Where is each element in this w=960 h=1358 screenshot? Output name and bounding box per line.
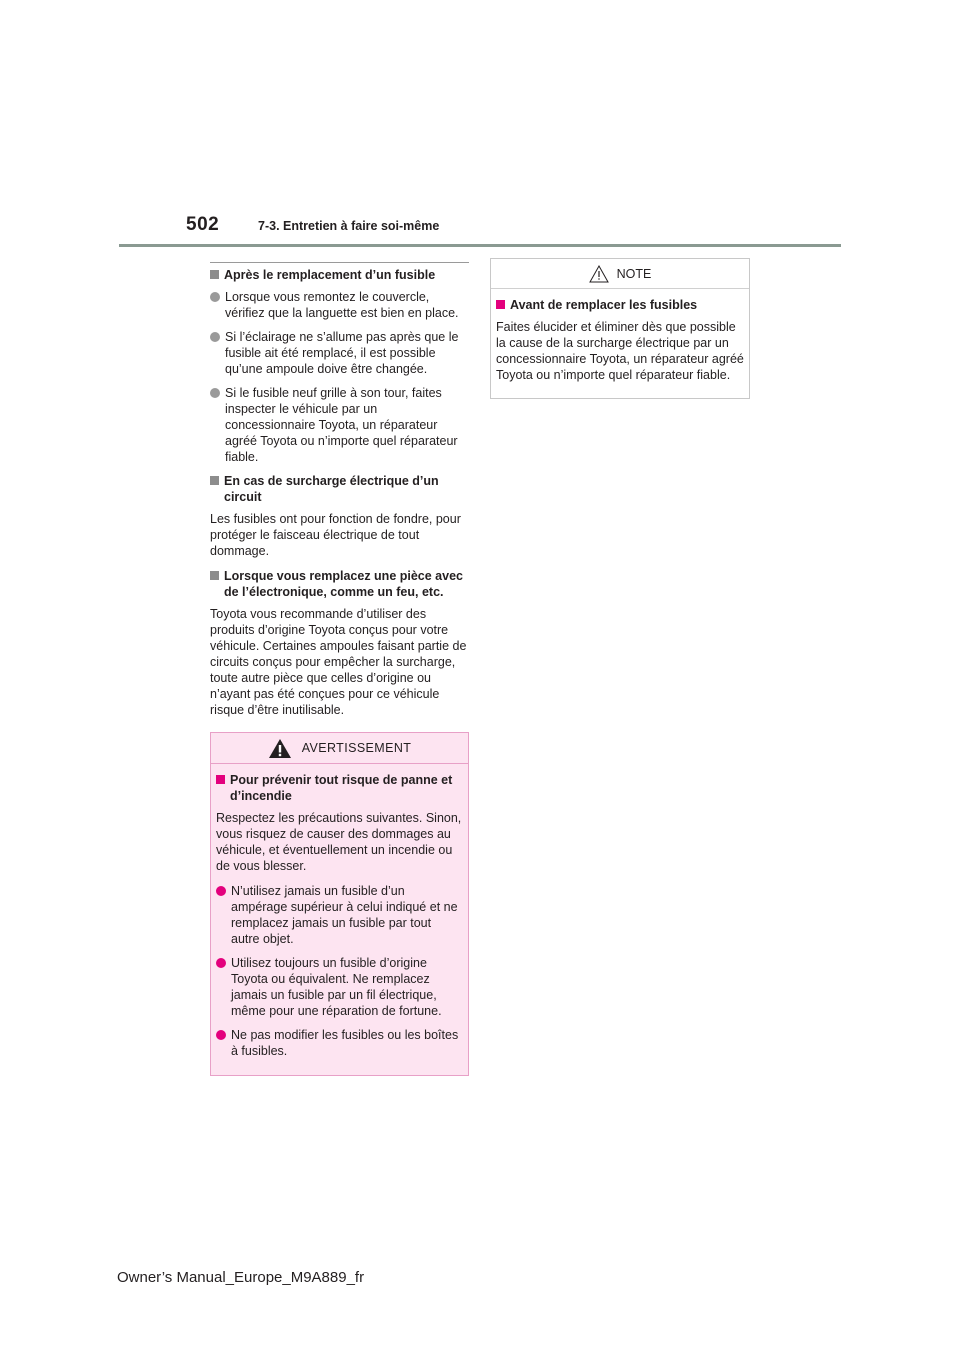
note-heading: Avant de remplacer les fusibles (496, 297, 744, 313)
square-bullet-icon (216, 775, 225, 784)
warning-header (211, 733, 468, 764)
section-title: 7-3. Entretien à faire soi-même (258, 219, 440, 233)
warning-triangle-icon (268, 738, 292, 759)
round-bullet-icon (216, 1030, 226, 1040)
section-heading-electrical-overload: En cas de surcharge électrique d’un circuit (210, 473, 469, 505)
section-divider (210, 262, 469, 263)
note-title: NOTE (616, 266, 652, 281)
footer-text: Owner’s Manual_Europe_M9A889_fr (117, 1269, 365, 1286)
note-text: Faites élucider et éliminer dès que possible la cause de la surcharge électrique par un concessionnaire Toyota, un réparateur agréé Toyota ou n’importe quel réparateur fiable. (496, 320, 744, 382)
warning-box (210, 732, 469, 1076)
round-bullet-icon (216, 958, 226, 968)
note-body (491, 289, 749, 383)
list-item: Si l’éclairage ne s’allume pas après que le fusible ait été remplacé, il est possible qu’une ampoule doive être changée. (210, 329, 469, 377)
caution-triangle-icon (589, 265, 609, 283)
list-item: Si le fusible neuf grille à son tour, faites inspecter le véhicule par un concessionnaire Toyota, un réparateur agréé Toyota ou n’importe quel réparateur fiable. (210, 385, 469, 465)
round-bullet-icon (216, 886, 226, 896)
square-bullet-icon (210, 476, 219, 485)
section-heading-after-replacement: Après le remplacement d’un fusible (210, 267, 469, 283)
list-item: N’utilisez jamais un fusible d’un ampérage supérieur à celui indiqué et ne remplacez jamais un fusible par tout autre objet. (216, 883, 463, 947)
square-bullet-icon (210, 270, 219, 279)
list-item: Lorsque vous remontez le couvercle, vérifiez que la languette est bien en place. (210, 289, 469, 321)
right-column (490, 258, 750, 399)
note-header (491, 259, 749, 289)
square-bullet-icon (496, 300, 505, 309)
round-bullet-icon (210, 388, 220, 398)
paragraph: Toyota vous recommande d’utiliser des produits d’origine Toyota conçus pour votre véhicule. Certaines ampoules faisant partie de circuits conçus pour empêcher la surcharge, toute autre pièce que celles d’origine ou n’ayant pas été conçues pour ce véhicule risque d’être inutilisable. (210, 607, 467, 717)
warning-body (211, 764, 468, 1059)
list-item: Utilisez toujours un fusible d’origine Toyota ou équivalent. Ne remplacez jamais un fusible par un fil électrique, même pour une réparation de fortune. (216, 955, 463, 1019)
round-bullet-icon (210, 292, 220, 302)
page-number: 502 (186, 214, 220, 235)
header-rule (119, 244, 841, 247)
square-bullet-icon (210, 571, 219, 580)
note-box (490, 258, 750, 399)
paragraph: Les fusibles ont pour fonction de fondre, pour protéger le faisceau électrique de tout dommage. (210, 512, 461, 558)
section-heading-electronic-part: Lorsque vous remplacez une pièce avec de l’électronique, comme un feu, etc. (210, 568, 469, 600)
warning-title: AVERTISSEMENT (301, 741, 412, 755)
warning-heading: Pour prévenir tout risque de panne et d’incendie (216, 772, 463, 804)
left-column (210, 262, 469, 1076)
round-bullet-icon (210, 332, 220, 342)
list-item: Ne pas modifier les fusibles ou les boîtes à fusibles. (216, 1027, 463, 1059)
warning-intro: Respectez les précautions suivantes. Sinon, vous risquez de causer des dommages au véhicule, et éventuellement un incendie ou de vous blesser. (216, 811, 462, 873)
